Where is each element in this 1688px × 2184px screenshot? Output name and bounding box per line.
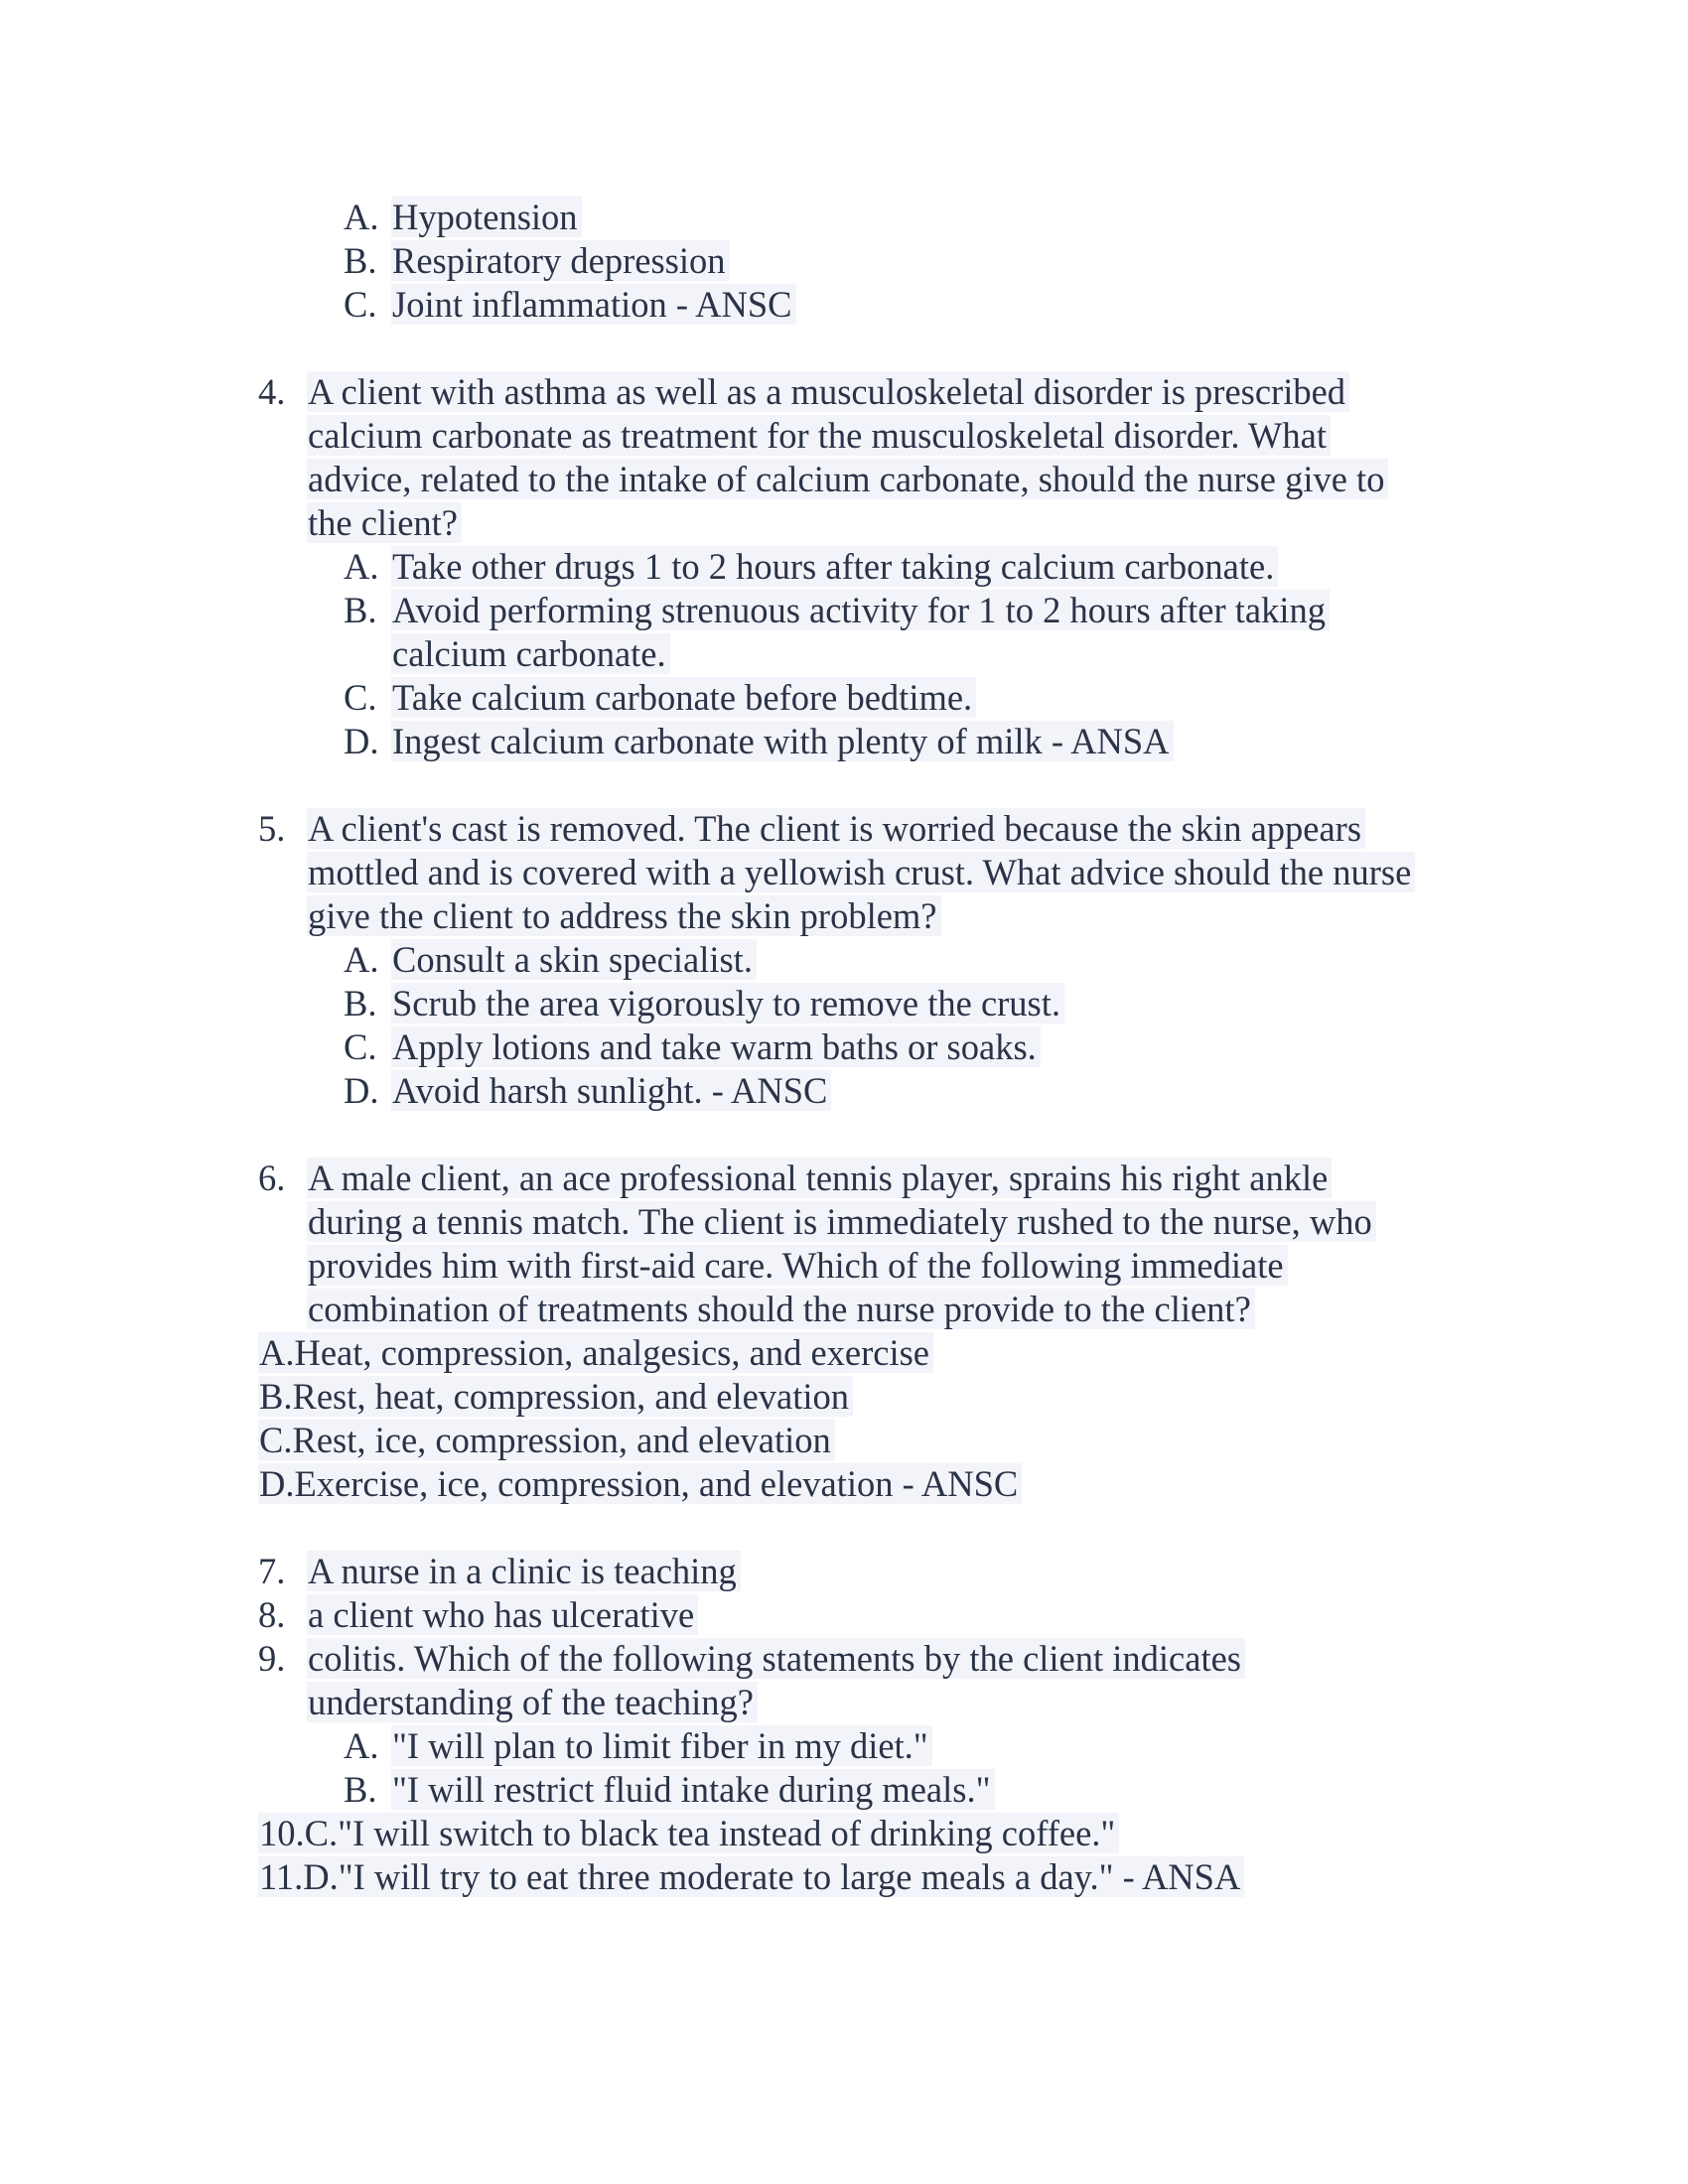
option-letter: C. — [344, 284, 377, 325]
option-text: Joint inflammation - ANSC — [391, 284, 796, 325]
option-text: Scrub the area vigorously to remove the crust. — [391, 983, 1064, 1024]
question-stem-line: A client with asthma as well as a musculoskeletal disorder is prescribed — [307, 371, 1349, 412]
question-stem-line: give the client to address the skin problem? — [307, 895, 941, 936]
question-stem-line: colitis. Which of the following statements by the client indicates — [307, 1638, 1245, 1679]
option-text: Apply lotions and take warm baths or soaks. — [391, 1026, 1041, 1067]
option-text: "I will plan to limit fiber in my diet." — [391, 1725, 932, 1766]
option-letter: D. — [344, 721, 379, 761]
option-letter: B. — [344, 983, 377, 1024]
option-letter: B. — [344, 590, 377, 630]
option-text-continued: calcium carbonate. — [391, 633, 670, 674]
option-text: Respiratory depression — [391, 240, 730, 281]
option-text: Take other drugs 1 to 2 hours after taking calcium carbonate. — [391, 546, 1278, 587]
option-letter: A. — [344, 197, 379, 237]
option-letter: A. — [344, 939, 379, 980]
question-stem-line: A client's cast is removed. The client is worried because the skin appears — [307, 808, 1365, 849]
question-stem-line: combination of treatments should the nurse provide to the client? — [307, 1289, 1255, 1329]
option-text: 11.D."I will try to eat three moderate to large meals a day." - ANSA — [258, 1856, 1244, 1897]
option-text: D.Exercise, ice, compression, and elevation - ANSC — [258, 1463, 1022, 1504]
question-stem-line: A nurse in a clinic is teaching — [307, 1551, 741, 1591]
option-letter: A. — [344, 546, 379, 587]
option-letter: A. — [344, 1725, 379, 1766]
question-number: 4. — [258, 371, 286, 412]
option-text: Consult a skin specialist. — [391, 939, 757, 980]
question-number: 8. — [258, 1594, 286, 1635]
option-text: A.Heat, compression, analgesics, and exercise — [258, 1332, 933, 1373]
option-letter: C. — [344, 677, 377, 718]
option-letter: C. — [344, 1026, 377, 1067]
question-number: 7. — [258, 1551, 286, 1591]
question-stem-line: provides him with first-aid care. Which of the following immediate — [307, 1245, 1288, 1286]
option-text: Hypotension — [391, 197, 582, 237]
question-stem-line: calcium carbonate as treatment for the musculoskeletal disorder. What — [307, 415, 1331, 456]
question-stem-line: A male client, an ace professional tennis player, sprains his right ankle — [307, 1158, 1332, 1198]
question-number: 5. — [258, 808, 286, 849]
option-text: Avoid performing strenuous activity for 1 to 2 hours after taking — [391, 590, 1330, 630]
option-text: Avoid harsh sunlight. - ANSC — [391, 1070, 831, 1111]
question-stem-line: during a tennis match. The client is immediately rushed to the nurse, who — [307, 1201, 1376, 1242]
option-letter: B. — [344, 1769, 377, 1810]
option-text: C.Rest, ice, compression, and elevation — [258, 1420, 835, 1460]
question-stem-line: the client? — [307, 502, 462, 543]
question-stem-line: advice, related to the intake of calcium carbonate, should the nurse give to — [307, 459, 1388, 499]
option-text: "I will restrict fluid intake during meals." — [391, 1769, 995, 1810]
question-number: 6. — [258, 1158, 286, 1198]
question-stem-line: a client who has ulcerative — [307, 1594, 698, 1635]
question-stem-line: mottled and is covered with a yellowish crust. What advice should the nurse — [307, 852, 1415, 892]
option-text: B.Rest, heat, compression, and elevation — [258, 1376, 853, 1417]
option-text: Take calcium carbonate before bedtime. — [391, 677, 976, 718]
option-text: Ingest calcium carbonate with plenty of milk - ANSA — [391, 721, 1174, 761]
question-stem-line: understanding of the teaching? — [307, 1682, 758, 1722]
option-text: 10.C."I will switch to black tea instead of drinking coffee." — [258, 1813, 1119, 1853]
option-letter: D. — [344, 1070, 379, 1111]
question-number: 9. — [258, 1638, 286, 1679]
option-letter: B. — [344, 240, 377, 281]
